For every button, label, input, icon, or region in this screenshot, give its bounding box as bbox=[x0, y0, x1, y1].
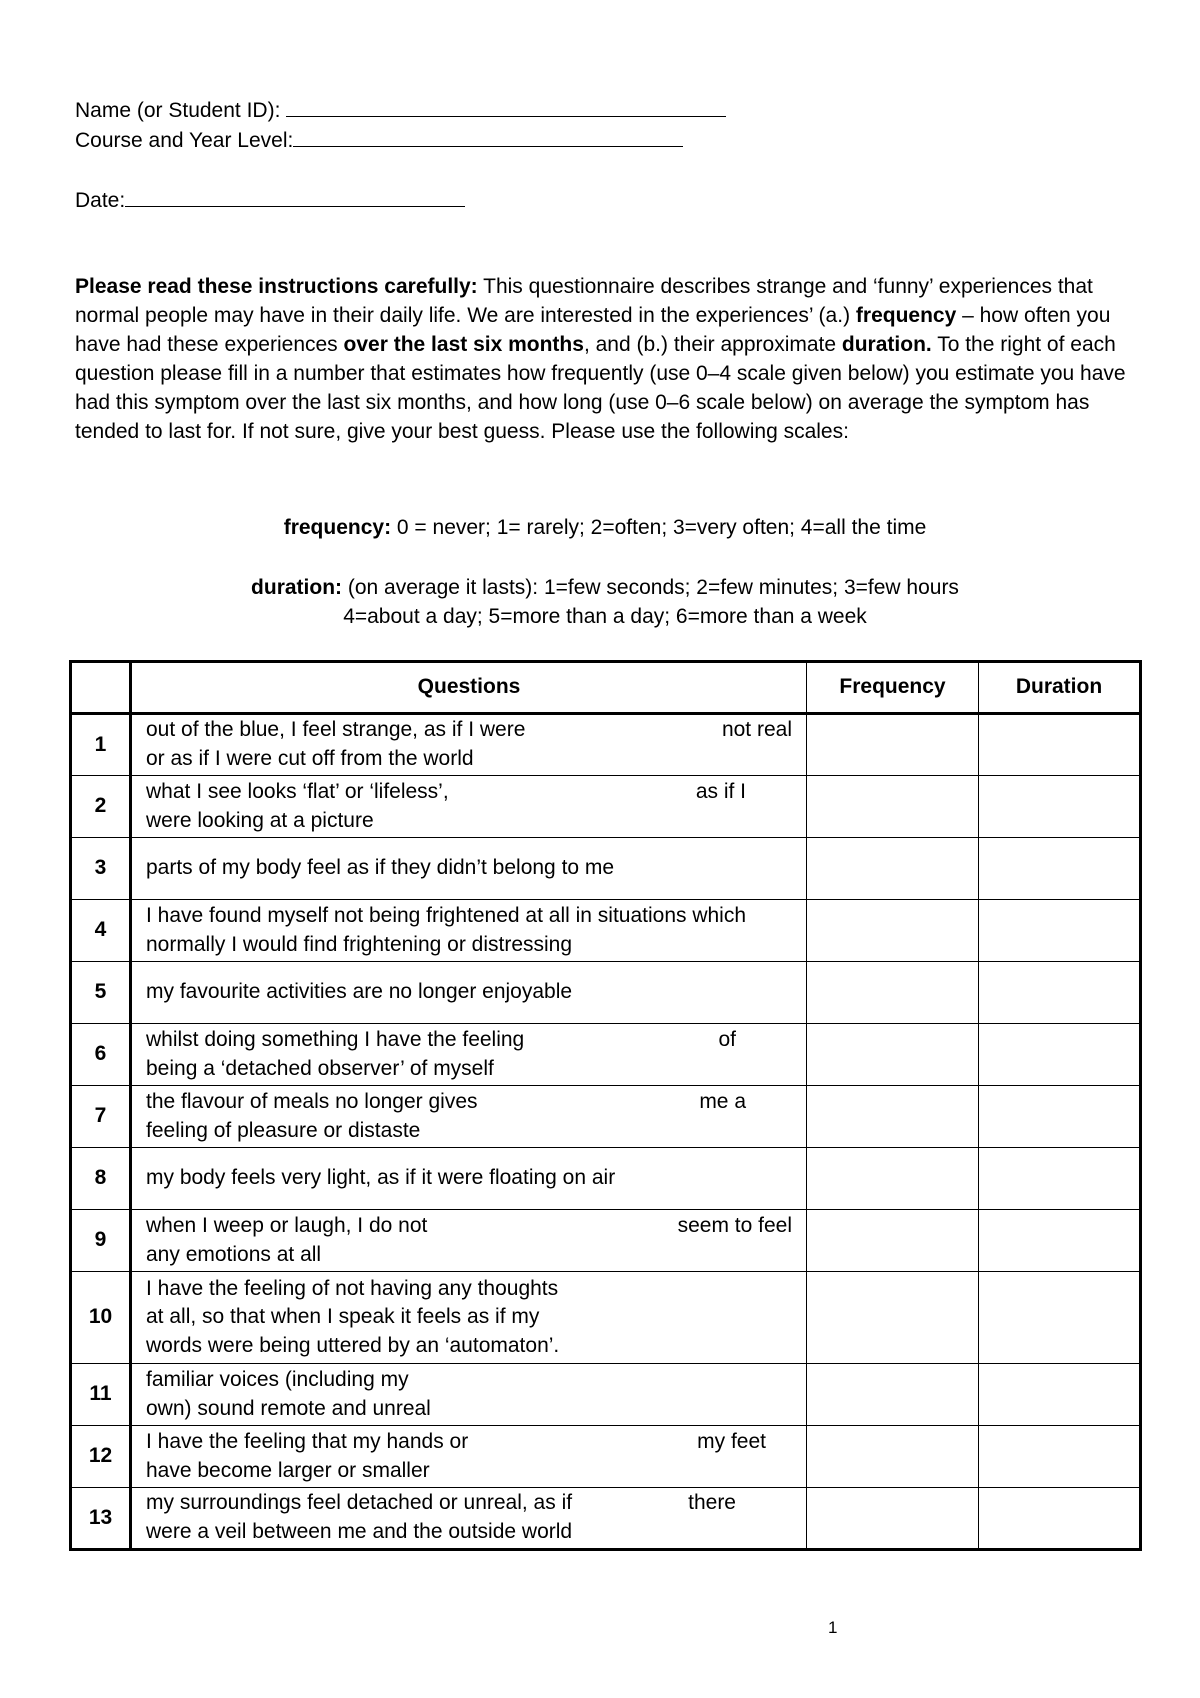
duration-scale-text-1: (on average it lasts): 1=few seconds; 2=few minutes; 3=few hours bbox=[342, 576, 959, 599]
question-number: 1 bbox=[71, 714, 131, 776]
duration-scale-label: duration: bbox=[251, 576, 343, 599]
question-text-line: at all, so that when I speak it feels as if my bbox=[146, 1305, 540, 1329]
question-number: 7 bbox=[71, 1086, 131, 1148]
question-text-line: were looking at a picture bbox=[146, 808, 374, 832]
question-number: 12 bbox=[71, 1426, 131, 1488]
table-row bbox=[71, 962, 1141, 1024]
table-row bbox=[71, 1364, 1141, 1426]
frequency-cell[interactable] bbox=[807, 1426, 979, 1488]
frequency-cell[interactable] bbox=[807, 1086, 979, 1148]
question-text-part: the flavour of meals no longer gives bbox=[146, 1089, 478, 1113]
question-text-line: familiar voices (including my bbox=[146, 1367, 409, 1391]
question-text-part: my body feels very light, as if it were floating on air bbox=[146, 1166, 616, 1190]
question-text-part: of bbox=[718, 1027, 736, 1051]
question-text bbox=[131, 1364, 807, 1426]
duration-cell[interactable] bbox=[979, 1272, 1141, 1364]
table-row bbox=[71, 900, 1141, 962]
duration-cell[interactable] bbox=[979, 1210, 1141, 1272]
question-text bbox=[131, 776, 807, 838]
question-text-part: out of the blue, I feel strange, as if I were bbox=[146, 718, 526, 742]
instructions-paragraph bbox=[75, 273, 1135, 447]
instructions-text-3: , and (b.) their approximate bbox=[583, 332, 842, 356]
question-text bbox=[131, 1426, 807, 1488]
question-text-part: seem to feel bbox=[677, 1213, 792, 1237]
course-field-row bbox=[75, 126, 683, 156]
question-text-line: being a ‘detached observer’ of myself bbox=[146, 1056, 494, 1080]
table-row bbox=[71, 1488, 1141, 1550]
frequency-cell[interactable] bbox=[807, 838, 979, 900]
duration-cell[interactable] bbox=[979, 900, 1141, 962]
frequency-cell[interactable] bbox=[807, 1364, 979, 1426]
duration-cell[interactable] bbox=[979, 1024, 1141, 1086]
instructions-six-months: over the last six months bbox=[343, 332, 584, 356]
question-text-part: whilst doing something I have the feeling bbox=[146, 1027, 525, 1051]
frequency-cell[interactable] bbox=[807, 776, 979, 838]
question-text bbox=[131, 838, 807, 900]
date-field-row bbox=[75, 186, 465, 216]
question-number: 11 bbox=[71, 1364, 131, 1426]
question-text-part: I have the feeling that my hands or bbox=[146, 1429, 469, 1453]
frequency-cell[interactable] bbox=[807, 1024, 979, 1086]
question-text-line: I have found myself not being frightened at all in situations which bbox=[146, 903, 747, 927]
table-row bbox=[71, 1148, 1141, 1210]
question-text bbox=[131, 714, 807, 776]
instructions-frequency: frequency bbox=[855, 303, 957, 327]
duration-cell[interactable] bbox=[979, 1488, 1141, 1550]
question-text-line: feeling of pleasure or distaste bbox=[146, 1118, 421, 1142]
question-text bbox=[131, 962, 807, 1024]
duration-cell[interactable] bbox=[979, 1148, 1141, 1210]
question-number: 2 bbox=[71, 776, 131, 838]
question-number: 5 bbox=[71, 962, 131, 1024]
question-text bbox=[131, 900, 807, 962]
header-questions: Questions bbox=[131, 662, 807, 714]
name-field-row bbox=[75, 96, 726, 126]
question-text-part: me a bbox=[699, 1089, 746, 1113]
duration-cell[interactable] bbox=[979, 962, 1141, 1024]
question-number: 4 bbox=[71, 900, 131, 962]
question-number: 3 bbox=[71, 838, 131, 900]
duration-scale bbox=[75, 574, 1135, 632]
question-text-line: any emotions at all bbox=[146, 1242, 322, 1266]
frequency-cell[interactable] bbox=[807, 1272, 979, 1364]
instructions-duration: duration. bbox=[841, 332, 932, 356]
instructions-text-2: – how often you have had these experiences bbox=[75, 303, 1111, 356]
question-text bbox=[131, 1210, 807, 1272]
duration-cell[interactable] bbox=[979, 1364, 1141, 1426]
duration-cell[interactable] bbox=[979, 776, 1141, 838]
question-text bbox=[131, 1086, 807, 1148]
frequency-scale-label: frequency: bbox=[283, 516, 392, 539]
frequency-scale bbox=[75, 514, 1135, 543]
question-number: 8 bbox=[71, 1148, 131, 1210]
header-frequency: Frequency bbox=[807, 662, 979, 714]
date-blank[interactable] bbox=[125, 186, 465, 207]
duration-scale-line-1 bbox=[75, 574, 1135, 603]
question-text-part: what I see looks ‘flat’ or ‘lifeless’, bbox=[146, 779, 449, 803]
frequency-scale-text: 0 = never; 1= rarely; 2=often; 3=very often; 4=all the time bbox=[391, 516, 927, 539]
question-number: 6 bbox=[71, 1024, 131, 1086]
table-row bbox=[71, 1272, 1141, 1364]
table-row bbox=[71, 1426, 1141, 1488]
frequency-cell[interactable] bbox=[807, 714, 979, 776]
question-text-part: as if I bbox=[695, 779, 746, 803]
question-text bbox=[131, 1488, 807, 1550]
question-text-part: my surroundings feel detached or unreal, as if bbox=[146, 1491, 573, 1515]
duration-scale-line-2: 4=about a day; 5=more than a day; 6=more than a week bbox=[343, 604, 867, 628]
question-text-line: words were being uttered by an ‘automaton’. bbox=[146, 1333, 560, 1357]
table-row bbox=[71, 714, 1141, 776]
duration-cell[interactable] bbox=[979, 838, 1141, 900]
question-text bbox=[131, 1272, 807, 1364]
question-text-line: or as if I were cut off from the world bbox=[146, 747, 474, 770]
question-text-part: my favourite activities are no longer enjoyable bbox=[146, 980, 573, 1004]
question-text-line: own) sound remote and unreal bbox=[146, 1396, 431, 1420]
question-text-part: when I weep or laugh, I do not bbox=[146, 1213, 428, 1237]
frequency-cell[interactable] bbox=[807, 1210, 979, 1272]
question-text-part: not real bbox=[721, 718, 792, 742]
question-text-part: there bbox=[688, 1491, 736, 1515]
frequency-cell[interactable] bbox=[807, 1488, 979, 1550]
table-row bbox=[71, 1024, 1141, 1086]
frequency-cell[interactable] bbox=[807, 900, 979, 962]
question-number: 10 bbox=[71, 1272, 131, 1364]
duration-cell[interactable] bbox=[979, 1426, 1141, 1488]
name-label: Name (or Student ID): bbox=[75, 99, 281, 122]
table-row bbox=[71, 1086, 1141, 1148]
instructions-lead: Please read these instructions carefully: bbox=[75, 275, 478, 298]
table-row bbox=[71, 1210, 1141, 1272]
duration-cell[interactable] bbox=[979, 714, 1141, 776]
header-duration: Duration bbox=[979, 662, 1141, 714]
frequency-cell[interactable] bbox=[807, 1148, 979, 1210]
course-label: Course and Year Level: bbox=[75, 129, 294, 152]
name-blank[interactable] bbox=[286, 96, 726, 117]
question-text-part: my feet bbox=[697, 1429, 766, 1453]
instructions-text-1: This questionnaire describes strange and ‘funny’ experiences that normal people may have in their daily life. We are interested in the experiences’ (a.) bbox=[75, 275, 1093, 327]
frequency-cell[interactable] bbox=[807, 962, 979, 1024]
question-text-line: normally I would find frightening or distressing bbox=[146, 932, 573, 956]
question-text bbox=[131, 1148, 807, 1210]
page-number: 1 bbox=[828, 1618, 838, 1637]
question-number: 13 bbox=[71, 1488, 131, 1550]
instructions-text-4: To the right of each question please fill in a number that estimates how frequently (use 0–4 scale given below) you estimate you have had this symptom over the last six months, and how long (use 0–6 scale below) on average the symptom has tended to last for. If not sure, give your best guess. Please use the following scales: bbox=[75, 332, 1126, 443]
table-header-row bbox=[71, 662, 1141, 714]
course-blank[interactable] bbox=[293, 126, 683, 147]
questions-table bbox=[69, 660, 1142, 1551]
question-text-line: I have the feeling of not having any thoughts bbox=[146, 1276, 559, 1300]
date-label: Date: bbox=[75, 189, 126, 212]
question-text-line: were a veil between me and the outside world bbox=[146, 1520, 573, 1543]
question-number: 9 bbox=[71, 1210, 131, 1272]
question-text-part: parts of my body feel as if they didn’t belong to me bbox=[146, 856, 615, 880]
question-text-line: have become larger or smaller bbox=[146, 1458, 430, 1482]
header-number bbox=[71, 662, 131, 714]
table-row bbox=[71, 776, 1141, 838]
table-row bbox=[71, 838, 1141, 900]
question-text bbox=[131, 1024, 807, 1086]
duration-cell[interactable] bbox=[979, 1086, 1141, 1148]
